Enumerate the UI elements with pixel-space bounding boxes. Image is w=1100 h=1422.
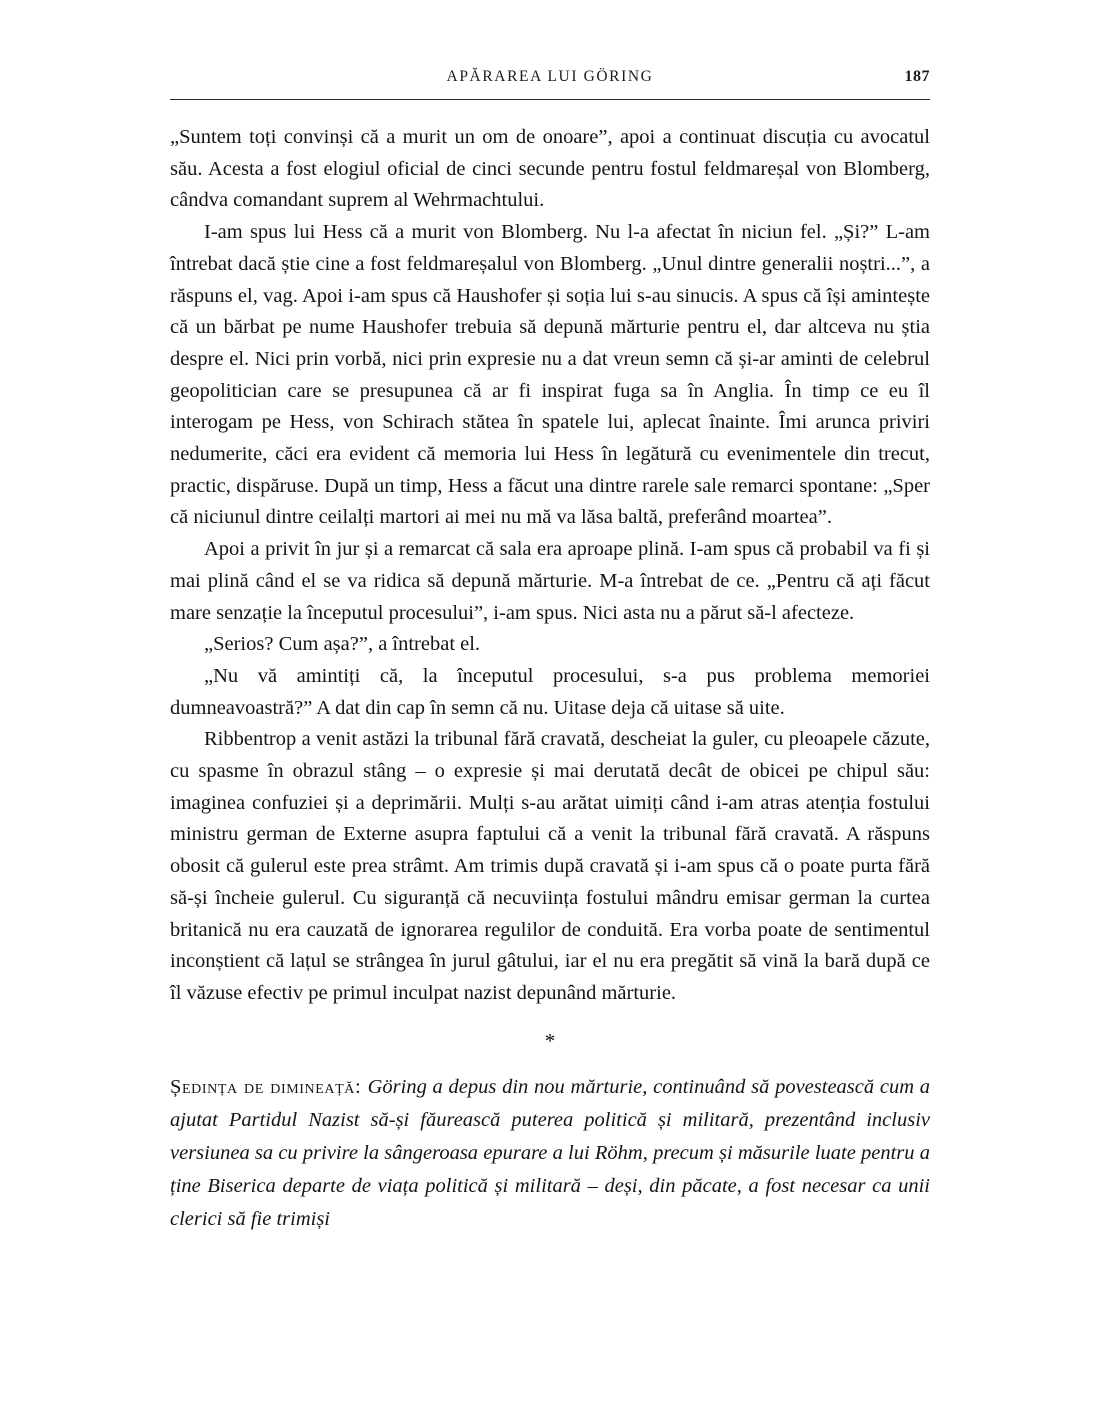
running-header [170,68,930,100]
section-separator-star: * [544,1028,556,1053]
body-text [170,122,930,1010]
paragraph: „Suntem toți convinși că a murit un om de onoare”, apoi a continuat discuția cu avocatul său. Acesta a fost elogiul oficial de cinci secunde pentru fostul feldmareșal von Blomberg, cândva comandant suprem al Wehrmachtului. [170,126,930,212]
page-number: 187 [904,68,930,85]
paragraph: Ribbentrop a venit astăzi la tribunal fără cravată, descheiat la guler, cu pleoapele căzute, cu spasme în obrazul stâng – o expresie și mai derutată decât de obicei pe chipul său: imaginea confuziei și a deprimării. Mulți s-au arătat uimiți când i-am atras atenția fostului ministru german de Externe asupra faptului că a venit la tribunal fără cravată. A răspuns obosit că gulerul este prea strâmt. Am trimis după cravată și i-am spus că o poate purta fără să-și încheie gulerul. Cu siguranță că necuviința fostului mândru emisar german la curtea britanică nu era cauzată de ignorarea regulilor de conduită. Era vorba poate de sentimentul inconștient că lațul se strângea în jurul gâtului, iar el nu era pregătit să vină la bară după ce îl văzuse efectiv pe primul inculpat nazist depunând mărturie. [170,728,930,1004]
running-header-title: APĂRAREA LUI GÖRING [446,68,654,85]
session-italic-text: Göring a depus din nou mărturie, continuând să povestească cum a ajutat Partidul Nazist să-și făurească puterea politică și militară, prezentând inclusiv versiunea sa cu privire la sângeroasa epurare a lui Röhm, precum și măsurile luate pentru a ține Biserica departe de viața politică și militară – deși, din păcate, a fost necesar ca unii clerici să fie trimiși [170,1075,931,1230]
paragraph: I-am spus lui Hess că a murit von Blomberg. Nu l-a afectat în niciun fel. „Și?” L-am întrebat dacă știe cine a fost feldmareșalul von Blomberg. „Unul dintre generalii noștri...”, a răspuns el, vag. Apoi i-am spus că Haushofer și soția lui s-au sinucis. A spus că își amintește că un bărbat pe nume Haushofer trebuia să depună mărturie pentru el, dar altceva nu știa despre el. Nici prin vorbă, nici prin expresie nu a dat vreun semn că și-ar aminti de celebrul geopolitician care se presupunea că ar fi inspirat fuga sa în Anglia. În timp ce eu îl interogam pe Hess, von Schirach stătea în spatele lui, aplecat înainte. Îmi arunca priviri nedumerite, căci era evident că memoria lui Hess în legătură cu evenimentele din trecut, practic, dispăruse. După un timp, Hess a făcut una dintre rarele sale remarci spontane: „Sper că niciunul dintre ceilalți martori ai mei nu mă va lăsa baltă, preferând moartea”. [170,221,930,529]
paragraph: „Nu vă amintiți că, la începutul procesului, s-a pus problema memoriei dumneavoastră?” A dat din cap în semn că nu. Uitase deja că uitase să uite. [170,664,930,719]
session-lead-smallcaps: Ședința de dimineață: [170,1075,368,1098]
session-paragraph [170,1071,930,1236]
paragraph: Apoi a privit în jur și a remarcat că sala era aproape plină. I-am spus că probabil va fi și mai plină când el se va ridica să depună mărturie. M-a întrebat de ce. „Pentru că ați făcut mare senzație la începutul procesului”, i-am spus. Nici asta nu a părut să-l afecteze. [170,538,930,624]
paragraph: „Serios? Cum așa?”, a întrebat el. [204,633,481,656]
